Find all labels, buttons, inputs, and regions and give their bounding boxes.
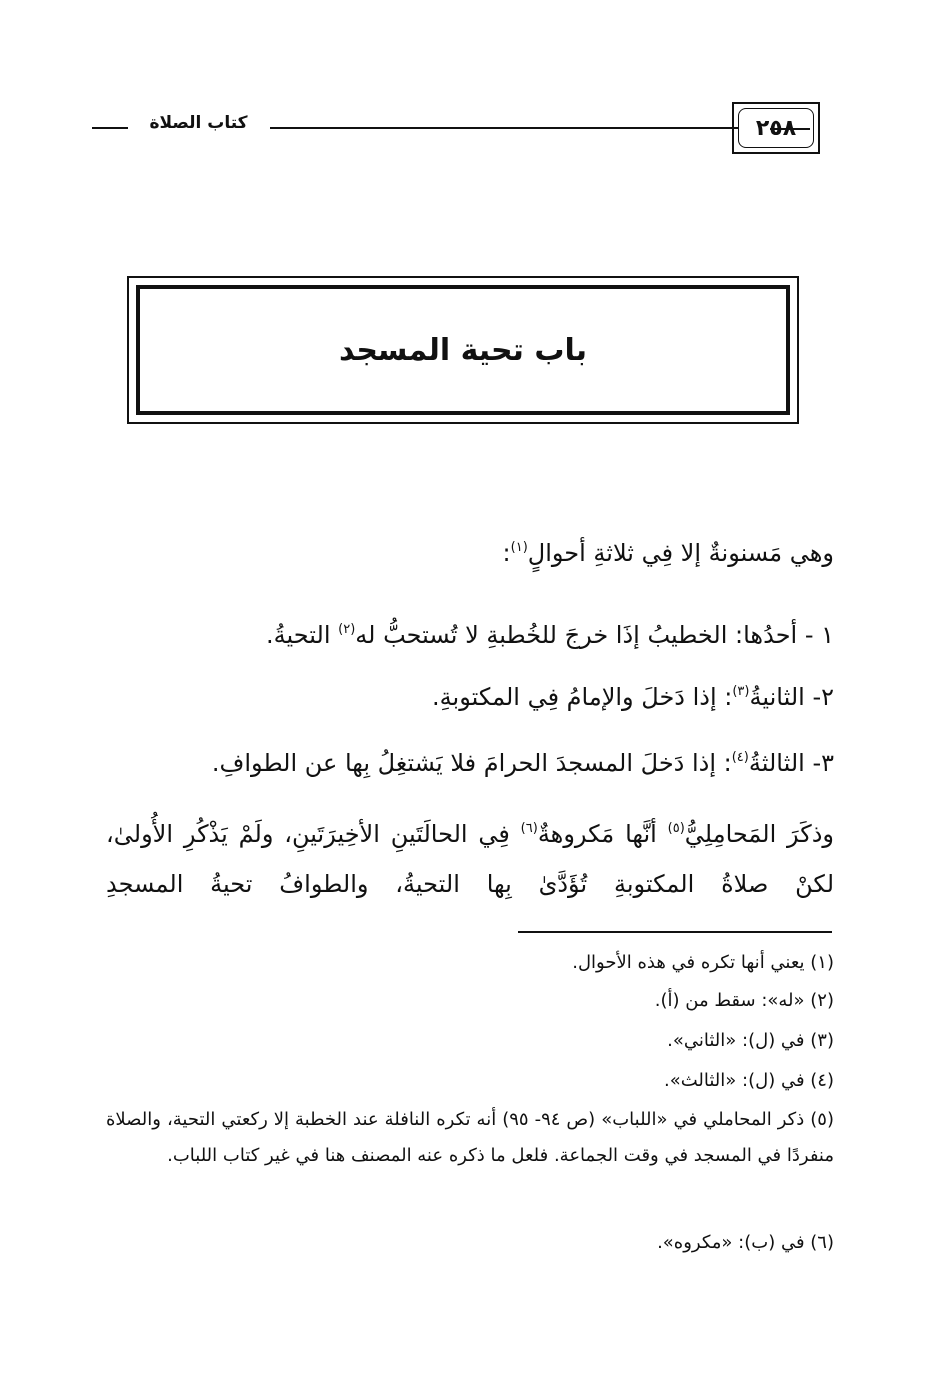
footnote-6: (٦) في (ب): «مكروه». <box>657 1232 834 1253</box>
chapter-title-frame <box>127 276 799 424</box>
paragraph-text: وذكَرَ المَحامِلِيُّ <box>684 820 835 848</box>
case-3-text: : إذا دَخلَ المسجدَ الحرامَ فلا يَشتغِلُ بِها عن الطوافِ. <box>211 749 732 777</box>
case-1-text: ١ - أحدُها: الخطيبُ إذَا خرجَ للخُطبةِ لا تُستحبُّ له <box>355 621 834 649</box>
footnote-ref: (١) <box>510 540 528 555</box>
footnote-3: (٣) في (ل): «الثاني». <box>667 1030 834 1051</box>
case-1-text-end: التحيةُ. <box>266 621 339 649</box>
case-1-line <box>266 610 834 655</box>
paragraph <box>106 804 834 909</box>
footnote-5: (٥) ذكر المحاملي في «اللباب» (ص ٩٤- ٩٥) أنه تكره النافلة عند الخطبة إلا ركعتي التحية، والصلاة منفردًا في المسجد في وقت الجماعة. فلعل ما ذكره عنه المصنف هنا في غير كتاب اللباب. <box>106 1109 834 1166</box>
intro-line <box>503 528 834 573</box>
intro-punctuation: : <box>502 539 511 567</box>
case-2-text: : إذا دَخلَ والإمامُ فِي المكتوبةِ. <box>432 683 733 711</box>
case-3-label: ٣- الثالثةُ <box>748 749 834 777</box>
page-header <box>80 100 840 156</box>
running-title: كتاب الصلاة <box>149 113 248 133</box>
footnote-1: (١) يعني أنها تكره في هذه الأحوال. <box>572 952 834 973</box>
page-number: ٢٥٨ <box>738 108 814 148</box>
case-2-label: ٢- الثانيةُ <box>749 683 834 711</box>
case-2-line <box>432 672 834 717</box>
paragraph-text: أنَّها مَكروهةٌ <box>537 820 668 848</box>
footnote-separator <box>518 931 832 933</box>
page-number-frame <box>732 102 820 154</box>
header-rule <box>92 127 128 129</box>
chapter-title-inner-frame <box>136 285 790 415</box>
footnote-ref: (٥) <box>667 821 685 836</box>
footnote-2: (٢) «له»: سقط من (أ). <box>654 990 834 1011</box>
footnote-ref: (٢) <box>338 622 356 637</box>
footnote-ref: (٤) <box>731 750 749 765</box>
header-rule <box>270 127 738 129</box>
footnote-ref: (٣) <box>732 684 750 699</box>
footnote-ref: (٦) <box>520 821 538 836</box>
paragraph-text: فِي الحالَتَينِ الأخِيرَتَينِ، ولَمْ يَذْكُرِ الأُولىٰ، لكنْ صلاةُ المكتوبةِ تُؤَدَّىٰ بِها التحيةُ، والطوافُ تحيةُ المسجدِ <box>106 820 834 898</box>
case-3-line <box>212 738 834 783</box>
chapter-title: باب تحية المسجد <box>338 332 588 368</box>
footnote-4: (٤) في (ل): «الثالث». <box>664 1070 834 1091</box>
intro-text: وهي مَسنونةٌ إلا فِي ثلاثةِ أحوالٍ <box>527 539 834 567</box>
